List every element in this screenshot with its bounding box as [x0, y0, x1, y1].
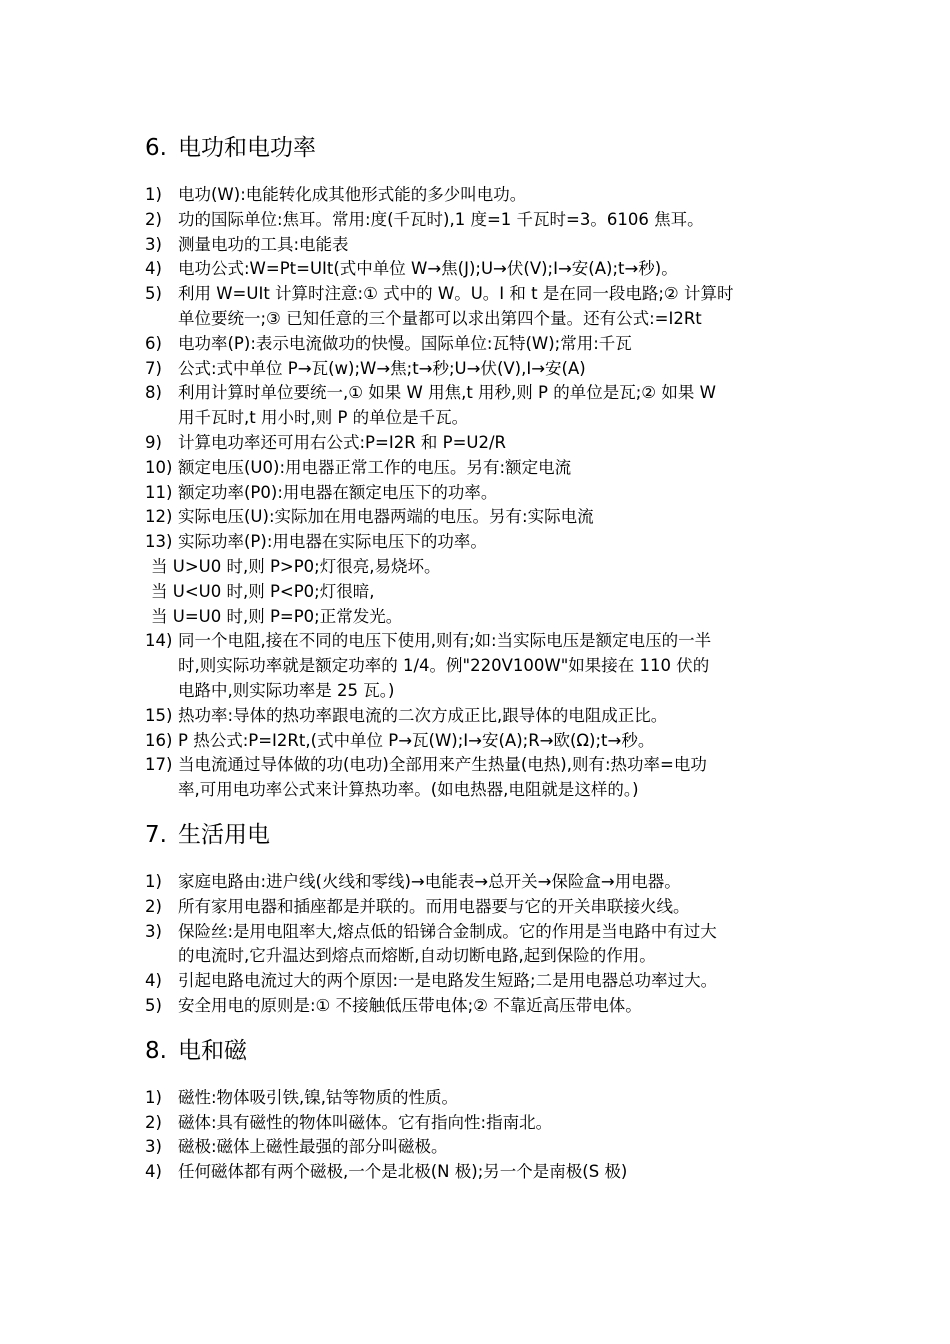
item-number: 17)	[145, 755, 173, 775]
heading-spacer	[145, 168, 817, 183]
item-text-line: 磁极:磁体上磁性最强的部分叫磁极。	[178, 1137, 448, 1157]
item-text	[178, 729, 817, 754]
item-number: 16)	[145, 730, 173, 750]
item-number: 4)	[145, 1162, 162, 1182]
item-number: 9)	[145, 432, 162, 452]
item-number: 7)	[145, 358, 162, 378]
list-item	[145, 895, 817, 920]
section-list	[145, 1086, 817, 1185]
item-text	[178, 920, 817, 970]
list-item	[145, 257, 817, 282]
list-item	[145, 357, 817, 382]
item-number: 4)	[145, 259, 162, 279]
item-number: 1)	[145, 871, 162, 891]
list-item	[145, 870, 817, 895]
section-heading	[145, 815, 817, 855]
item-text-line: 的电流时,它升温达到熔点而熔断,自动切断电路,起到保险的作用。	[178, 946, 656, 966]
item-number: 8)	[145, 383, 162, 403]
list-item	[145, 431, 817, 456]
list-item	[145, 505, 817, 530]
item-text	[178, 257, 817, 282]
list-item	[145, 969, 817, 994]
condition-line: 当 U<U0 时,则 P<P0;灯很暗,	[151, 581, 375, 601]
list-item	[145, 753, 817, 803]
list-item	[145, 729, 817, 754]
item-text	[178, 1086, 817, 1111]
item-text-line: 实际电压(U):实际加在用电器两端的电压。另有:实际电流	[178, 507, 594, 527]
item-text-line: 实际功率(P):用电器在实际电压下的功率。	[178, 532, 487, 552]
item-text	[178, 233, 817, 258]
item-number: 5)	[145, 995, 162, 1015]
item-text-line: 磁性:物体吸引铁,镍,钴等物质的性质。	[178, 1087, 459, 1107]
item-text-line: 额定电压(U0):用电器正常工作的电压。另有:额定电流	[178, 457, 572, 477]
list-item	[145, 1160, 817, 1185]
item-number: 3)	[145, 1137, 162, 1157]
document-content	[145, 128, 817, 1185]
item-text	[178, 481, 817, 506]
list-item	[145, 530, 817, 555]
item-text-line: 电功(W):电能转化成其他形式能的多少叫电功。	[178, 185, 527, 204]
item-number: 14)	[145, 631, 173, 651]
item-text	[178, 629, 817, 703]
item-text	[178, 704, 817, 729]
section-number: 7.	[145, 821, 167, 848]
item-text-line: P 热公式:P=I2Rt,(式中单位 P→瓦(W);I→安(A);R→欧(Ω);t→秒。	[178, 730, 655, 750]
item-number: 2)	[145, 209, 162, 229]
item-text	[178, 870, 817, 895]
section-spacer	[145, 803, 817, 815]
item-text-line: 家庭电路由:进户线(火线和零线)→电能表→总开关→保险盒→用电器。	[178, 871, 681, 891]
item-text-line: 电功率(P):表示电流做功的快慢。国际单位:瓦特(W);常用:千瓦	[178, 333, 632, 353]
item-number: 5)	[145, 284, 162, 304]
section-number: 6.	[145, 135, 167, 161]
item-number: 12)	[145, 507, 173, 527]
item-text-line: 率,可用电功率公式来计算热功率。(如电热器,电阻就是这样的。)	[178, 780, 639, 800]
list-item	[145, 994, 817, 1019]
item-text-line: 计算电功率还可用右公式:P=I2R 和 P=U2/R	[178, 432, 507, 452]
item-text	[178, 895, 817, 920]
item-text-line: 所有家用电器和插座都是并联的。而用电器要与它的开关串联接火线。	[178, 896, 690, 916]
list-item	[145, 208, 817, 233]
item-text-line: 引起电路电流过大的两个原因:一是电路发生短路;二是用电器总功率过大。	[178, 971, 718, 991]
section-number: 8.	[145, 1037, 167, 1064]
item-text-line: 同一个电阻,接在不同的电压下使用,则有;如:当实际电压是额定电压的一半	[178, 631, 712, 651]
item-text-line: 热功率:导体的热功率跟电流的二次方成正比,跟导体的电阻成正比。	[178, 705, 668, 725]
list-item	[145, 920, 817, 970]
heading-spacer	[145, 855, 817, 870]
item-number: 1)	[145, 1087, 162, 1107]
item-text-line: 单位要统一;③ 已知任意的三个量都可以求出第四个量。还有公式:=I2Rt	[178, 308, 702, 328]
item-text-line: 额定功率(P0):用电器在额定电压下的功率。	[178, 482, 498, 502]
list-item	[145, 381, 817, 431]
item-number: 4)	[145, 971, 162, 991]
item-text	[178, 1135, 817, 1160]
item-text	[178, 208, 817, 233]
heading-spacer	[145, 1071, 817, 1086]
item-number: 15)	[145, 705, 173, 725]
item-text	[178, 505, 817, 530]
item-text-line: 测量电功的工具:电能表	[178, 234, 349, 254]
list-item	[145, 456, 817, 481]
section-title-text: 生活用电	[178, 821, 270, 848]
item-number: 10)	[145, 457, 173, 477]
item-text-line: 电路中,则实际功率是 25 瓦。)	[178, 680, 395, 700]
list-item	[145, 704, 817, 729]
item-text	[178, 1111, 817, 1136]
item-text	[178, 456, 817, 481]
section-list-continued	[145, 629, 817, 803]
item-text	[178, 530, 817, 555]
item-text-line: 安全用电的原则是:① 不接触低压带电体;② 不靠近高压带电体。	[178, 995, 642, 1015]
section-title-text: 电功和电功率	[178, 135, 316, 161]
item-text	[178, 431, 817, 456]
item-number: 1)	[145, 185, 162, 204]
item-text-line: 功的国际单位:焦耳。常用:度(千瓦时),1 度=1 千瓦时=3。6106 焦耳。	[178, 209, 704, 229]
section-heading	[145, 128, 817, 168]
item-text-line: 电功公式:W=Pt=UIt(式中单位 W→焦(J);U→伏(V);I→安(A);t→秒)。	[178, 259, 678, 279]
item-text	[178, 753, 817, 803]
item-text-line: 用千瓦时,t 用小时,则 P 的单位是千瓦。	[178, 408, 469, 428]
item-text-line: 任何磁体都有两个磁极,一个是北极(N 极);另一个是南极(S 极)	[178, 1162, 628, 1182]
item-text-line: 公式:式中单位 P→瓦(w);W→焦;t→秒;U→伏(V),I→安(A)	[178, 358, 586, 378]
section-spacer	[145, 1019, 817, 1031]
item-number: 2)	[145, 896, 162, 916]
list-item	[145, 481, 817, 506]
item-text	[178, 381, 817, 431]
item-text-line: 时,则实际功率就是额定功率的 1/4。例"220V100W"如果接在 110 伏的	[178, 656, 710, 676]
list-item	[145, 233, 817, 258]
list-item	[145, 629, 817, 703]
list-item	[145, 183, 817, 208]
section-title-text: 电和磁	[178, 1037, 247, 1064]
condition-line: 当 U>U0 时,则 P>P0;灯很亮,易烧坏。	[151, 556, 441, 576]
list-item	[145, 332, 817, 357]
item-number: 3)	[145, 921, 162, 941]
item-text-line: 磁体:具有磁性的物体叫磁体。它有指向性:指南北。	[178, 1112, 553, 1132]
item-text	[178, 332, 817, 357]
item-text	[178, 183, 817, 208]
condition-line: 当 U=U0 时,则 P=P0;正常发光。	[151, 606, 403, 626]
item-text	[178, 282, 817, 332]
item-number: 3)	[145, 234, 162, 254]
section-list	[145, 870, 817, 1019]
item-number: 2)	[145, 1112, 162, 1132]
item-text	[178, 1160, 817, 1185]
item-text-line: 利用计算时单位要统一,① 如果 W 用焦,t 用秒,则 P 的单位是瓦;② 如果 W	[178, 383, 716, 403]
item-text-line: 当电流通过导体做的功(电功)全部用来产生热量(电热),则有:热功率=电功	[178, 755, 707, 775]
list-item	[145, 1135, 817, 1160]
item-number: 11)	[145, 482, 173, 502]
item-text-line: 保险丝:是用电阻率大,熔点低的铅锑合金制成。它的作用是当电路中有过大	[178, 921, 717, 941]
section-heading	[145, 1031, 817, 1071]
item-number: 13)	[145, 532, 173, 552]
list-item	[145, 1111, 817, 1136]
item-text	[178, 357, 817, 382]
item-text	[178, 969, 817, 994]
section-list	[145, 183, 817, 555]
item-text-line: 利用 W=UIt 计算时注意:① 式中的 W。U。I 和 t 是在同一段电路;② 计算时	[178, 284, 734, 304]
list-item	[145, 1086, 817, 1111]
item-number: 6)	[145, 333, 162, 353]
list-item	[145, 282, 817, 332]
item-text	[178, 994, 817, 1019]
